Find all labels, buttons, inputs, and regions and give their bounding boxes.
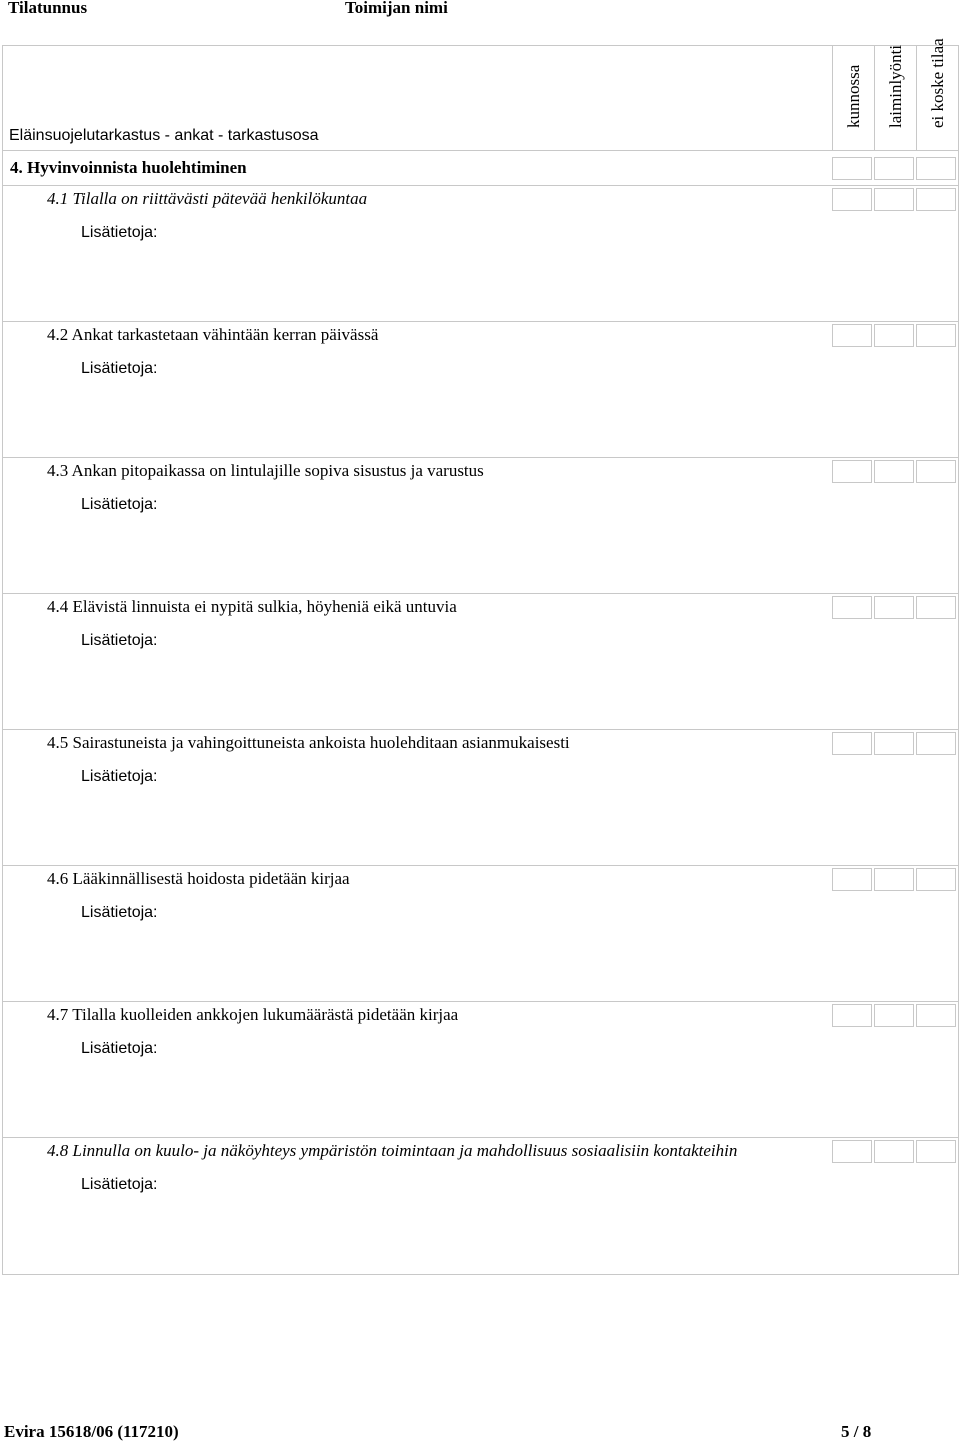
checkbox-not-applicable[interactable] [916,460,956,483]
section-checkbox-neglect[interactable] [874,157,914,180]
document-code: Evira 15618/06 (117210) [4,1422,179,1441]
checkbox-ok[interactable] [832,324,872,347]
checkbox-not-applicable[interactable] [916,1140,956,1163]
checkbox-neglect[interactable] [874,1004,914,1027]
item-question: 4.2 Ankat tarkastetaan vähintään kerran päivässä [47,325,379,344]
item-checkbox-group [832,868,958,893]
section-checkbox-not-applicable[interactable] [916,157,956,180]
page-number: 5 / 8 [841,1422,872,1441]
item-question: 4.1 Tilalla on riittävästi pätevää henkilökuntaa [47,189,368,208]
checkbox-ok[interactable] [832,596,872,619]
section-checkbox-group [832,157,958,182]
checkbox-ok[interactable] [832,460,872,483]
operator-name-label: Toimijan nimi [345,0,448,17]
checkbox-neglect[interactable] [874,460,914,483]
checklist-item [3,866,958,1002]
column-header-neglect [874,46,916,150]
column-header-not-applicable [916,38,958,150]
checklist-item [3,186,958,322]
item-question: 4.3 Ankan pitopaikassa on lintulajille sopiva sisustus ja varustus [47,461,484,480]
additional-info-label: Lisätietoja: [81,1040,158,1057]
checkbox-not-applicable[interactable] [916,868,956,891]
column-label-neglect: laiminlyönti [885,44,905,128]
checkbox-not-applicable[interactable] [916,732,956,755]
item-checkbox-group [832,732,958,757]
item-checkbox-group [832,460,958,485]
additional-info-label: Lisätietoja: [81,1176,158,1193]
item-checkbox-group [832,1004,958,1029]
item-checkbox-group [832,188,958,213]
farm-id-label: Tilatunnus [8,0,88,17]
divider [3,150,958,151]
item-checkbox-group [832,1140,958,1165]
checklist-item [3,1002,958,1138]
checkbox-neglect[interactable] [874,596,914,619]
checkbox-neglect[interactable] [874,732,914,755]
item-checkbox-group [832,596,958,621]
checklist-item [3,1138,958,1274]
checkbox-not-applicable[interactable] [916,324,956,347]
checklist-item [3,458,958,594]
checkbox-ok[interactable] [832,868,872,891]
inspection-form [2,38,959,1275]
additional-info-label: Lisätietoja: [81,224,158,241]
checklist-item [3,730,958,866]
checkbox-ok[interactable] [832,1004,872,1027]
checkbox-ok[interactable] [832,188,872,211]
form-title: Eläinsuojelutarkastus - ankat - tarkastusosa [9,127,319,144]
item-question: 4.6 Lääkinnällisestä hoidosta pidetään kirjaa [47,869,350,888]
checklist-item [3,594,958,730]
additional-info-label: Lisätietoja: [81,768,158,785]
checkbox-neglect[interactable] [874,1140,914,1163]
item-checkbox-group [832,324,958,349]
checkbox-ok[interactable] [832,1140,872,1163]
item-question: 4.8 Linnulla on kuulo- ja näköyhteys ympäristön toimintaan ja mahdollisuus sosiaalisiin kontakteihin [47,1141,738,1160]
additional-info-label: Lisätietoja: [81,632,158,649]
additional-info-label: Lisätietoja: [81,360,158,377]
checkbox-not-applicable[interactable] [916,188,956,211]
section-title: 4. Hyvinvoinnista huolehtiminen [10,158,247,177]
item-question: 4.7 Tilalla kuolleiden ankkojen lukumäärästä pidetään kirjaa [47,1005,459,1024]
item-question: 4.5 Sairastuneista ja vahingoittuneista ankoista huolehditaan asianmukaisesti [47,733,570,752]
checklist-item [3,322,958,458]
section-checkbox-ok[interactable] [832,157,872,180]
column-label-not-applicable: ei koske tilaa [927,38,947,128]
item-question: 4.4 Elävistä linnuista ei nypitä sulkia, höyheniä eikä untuvia [47,597,457,616]
checkbox-ok[interactable] [832,732,872,755]
checkbox-not-applicable[interactable] [916,596,956,619]
additional-info-label: Lisätietoja: [81,496,158,513]
checkbox-neglect[interactable] [874,188,914,211]
column-label-ok: kunnossa [843,64,863,128]
column-header-ok [832,46,874,150]
checkbox-neglect[interactable] [874,324,914,347]
additional-info-label: Lisätietoja: [81,904,158,921]
checkbox-not-applicable[interactable] [916,1004,956,1027]
checkbox-neglect[interactable] [874,868,914,891]
